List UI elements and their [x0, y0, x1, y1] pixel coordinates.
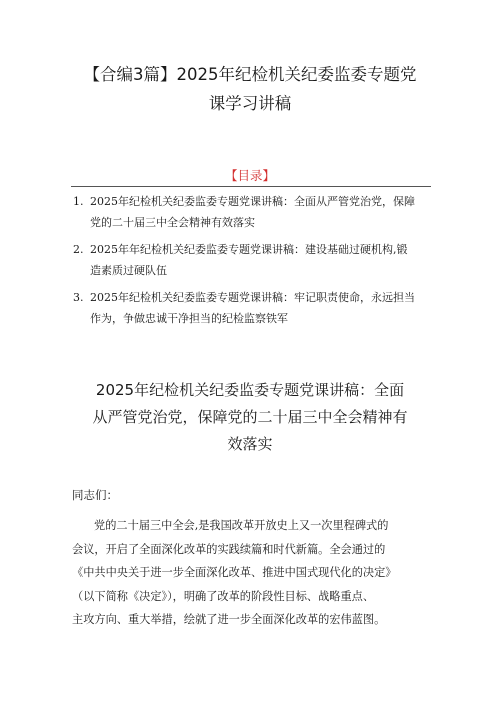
paragraph-line: 会议，开启了全面深化改革的实践续篇和时代新篇。全会通过的: [72, 542, 386, 556]
toc-item-text: 作为，争做忠诚干净担当的纪检监察铁军: [90, 312, 288, 325]
section-title-line: 效落实: [227, 435, 273, 453]
toc-heading: 【目录】: [224, 168, 275, 183]
toc-item-number: 1.: [73, 195, 84, 208]
section-title-line: 2025年纪检机关纪委监委专题党课讲稿：全面: [95, 381, 405, 399]
document-title-line: 【合编3篇】2025年纪检机关纪委监委专题党: [83, 65, 417, 84]
toc-item-text: 造素质过硬队伍: [90, 264, 167, 277]
document-title: [60, 60, 440, 118]
toc-item[interactable]: [73, 191, 443, 233]
section-title: [60, 377, 440, 458]
toc-item-text: 党的二十届三中全会精神有效落实: [90, 216, 255, 229]
toc-item-text: 2025年纪检机关纪委监委专题党课讲稿：全面从严管党治党，保障: [90, 195, 415, 208]
section-title-line: 从严管党治党，保障党的二十届三中全会精神有: [92, 408, 408, 426]
toc-item-number: 2.: [73, 243, 84, 256]
document-title-line: 课学习讲稿: [208, 94, 292, 113]
toc-item-text: 2025年纪检机关纪委监委专题党课讲稿：牢记职责使命，永远担当: [90, 291, 415, 304]
paragraph-line: 党的二十届三中全会,是我国改革开放史上又一次里程碑式的: [94, 519, 389, 532]
paragraph-line: 主攻方向、重大举措，绘就了进一步全面深化改革的宏伟蓝图。: [72, 613, 386, 626]
table-of-contents: [73, 191, 443, 335]
toc-divider: [71, 186, 431, 187]
toc-item-text: 2025年年纪检机关纪委监委专题党课讲稿：建设基础过硬机构,锻: [90, 243, 408, 256]
body-paragraph: [72, 514, 442, 632]
greeting: 同志们：: [72, 488, 118, 502]
toc-item-number: 3.: [73, 291, 84, 304]
toc-item[interactable]: [73, 287, 443, 329]
paragraph-line: 《中共中央关于进一步全面深化改革、推进中国式现代化的决定》: [72, 566, 397, 579]
paragraph-line: （以下简称《决定》），明确了改革的阶段性目标、战略重点、: [72, 589, 375, 603]
toc-item[interactable]: [73, 239, 443, 281]
